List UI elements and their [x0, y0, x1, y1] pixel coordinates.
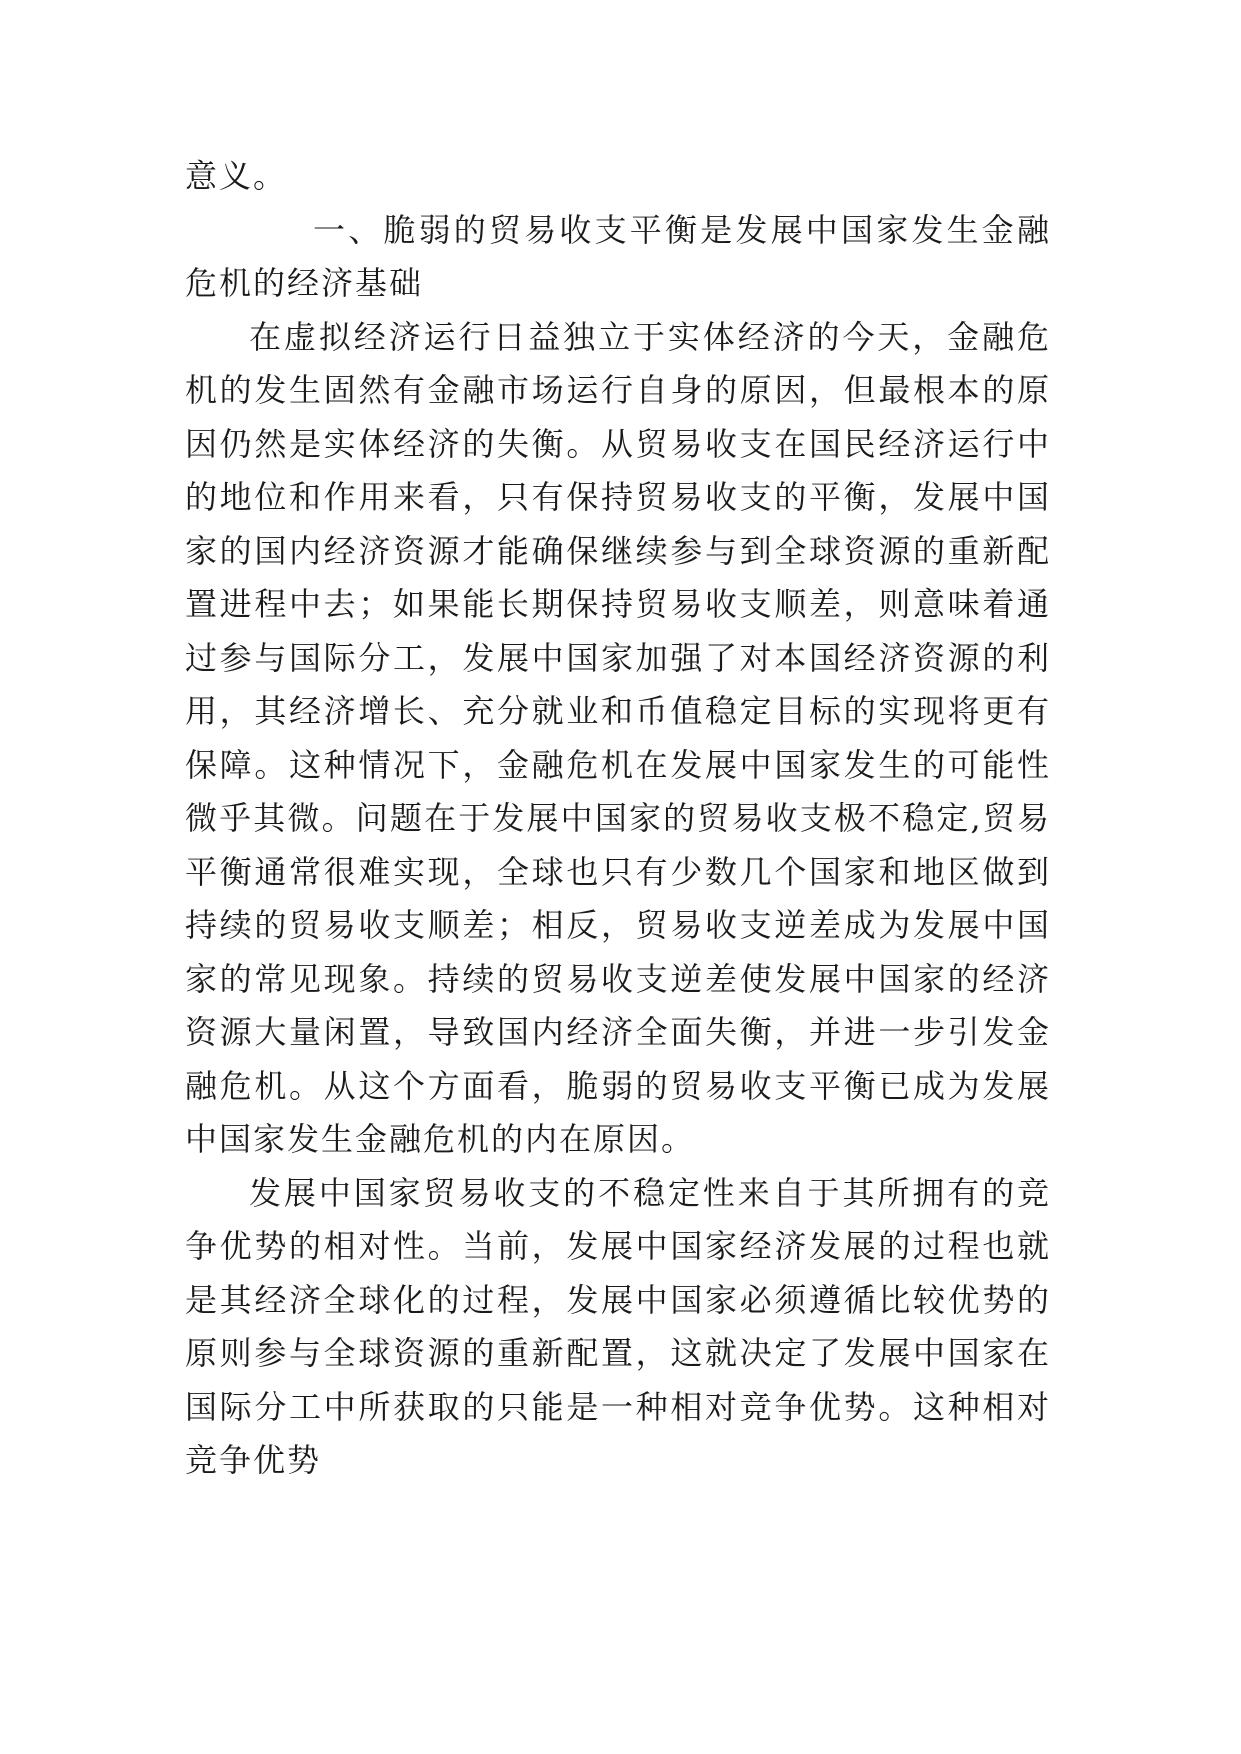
section-heading: 一、脆弱的贸易收支平衡是发展中国家发生金融危机的经济基础 [185, 210, 1051, 302]
document-body [185, 150, 1051, 1488]
paragraph-2: 发展中国家贸易收支的不稳定性来自于其所拥有的竞争优势的相对性。当前，发展中国家经济发展的过程也就是其经济全球化的过程，发展中国家必须遵循比较优势的原则参与全球资源的重新配置，这就决定了发展中国家在国际分工中所获取的只能是一种相对竞争优势。这种相对竞争优势 [185, 1173, 1051, 1479]
lead-text: 意义。 [185, 157, 288, 195]
paragraph-1: 在虚拟经济运行日益独立于实体经济的今天，金融危机的发生固然有金融市场运行自身的原因，但最根本的原因仍然是实体经济的失衡。从贸易收支在国民经济运行中的地位和作用来看，只有保持贸易收支的平衡，发展中国家的国内经济资源才能确保继续参与到全球资源的重新配置进程中去；如果能长期保持贸易收支顺差，则意味着通过参与国际分工，发展中国家加强了对本国经济资源的利用，其经济增长、充分就业和币值稳定目标的实现将更有保障。这种情况下，金融危机在发展中国家发生的可能性微乎其微。问题在于发展中国家的贸易收支极不稳定,贸易平衡通常很难实现，全球也只有少数几个国家和地区做到持续的贸易收支顺差；相反，贸易收支逆差成为发展中国家的常见现象。持续的贸易收支逆差使发展中国家的经济资源大量闲置，导致国内经济全面失衡，并进一步引发金融危机。从这个方面看，脆弱的贸易收支平衡已成为发展中国家发生金融危机的内在原因。 [185, 317, 1051, 1158]
